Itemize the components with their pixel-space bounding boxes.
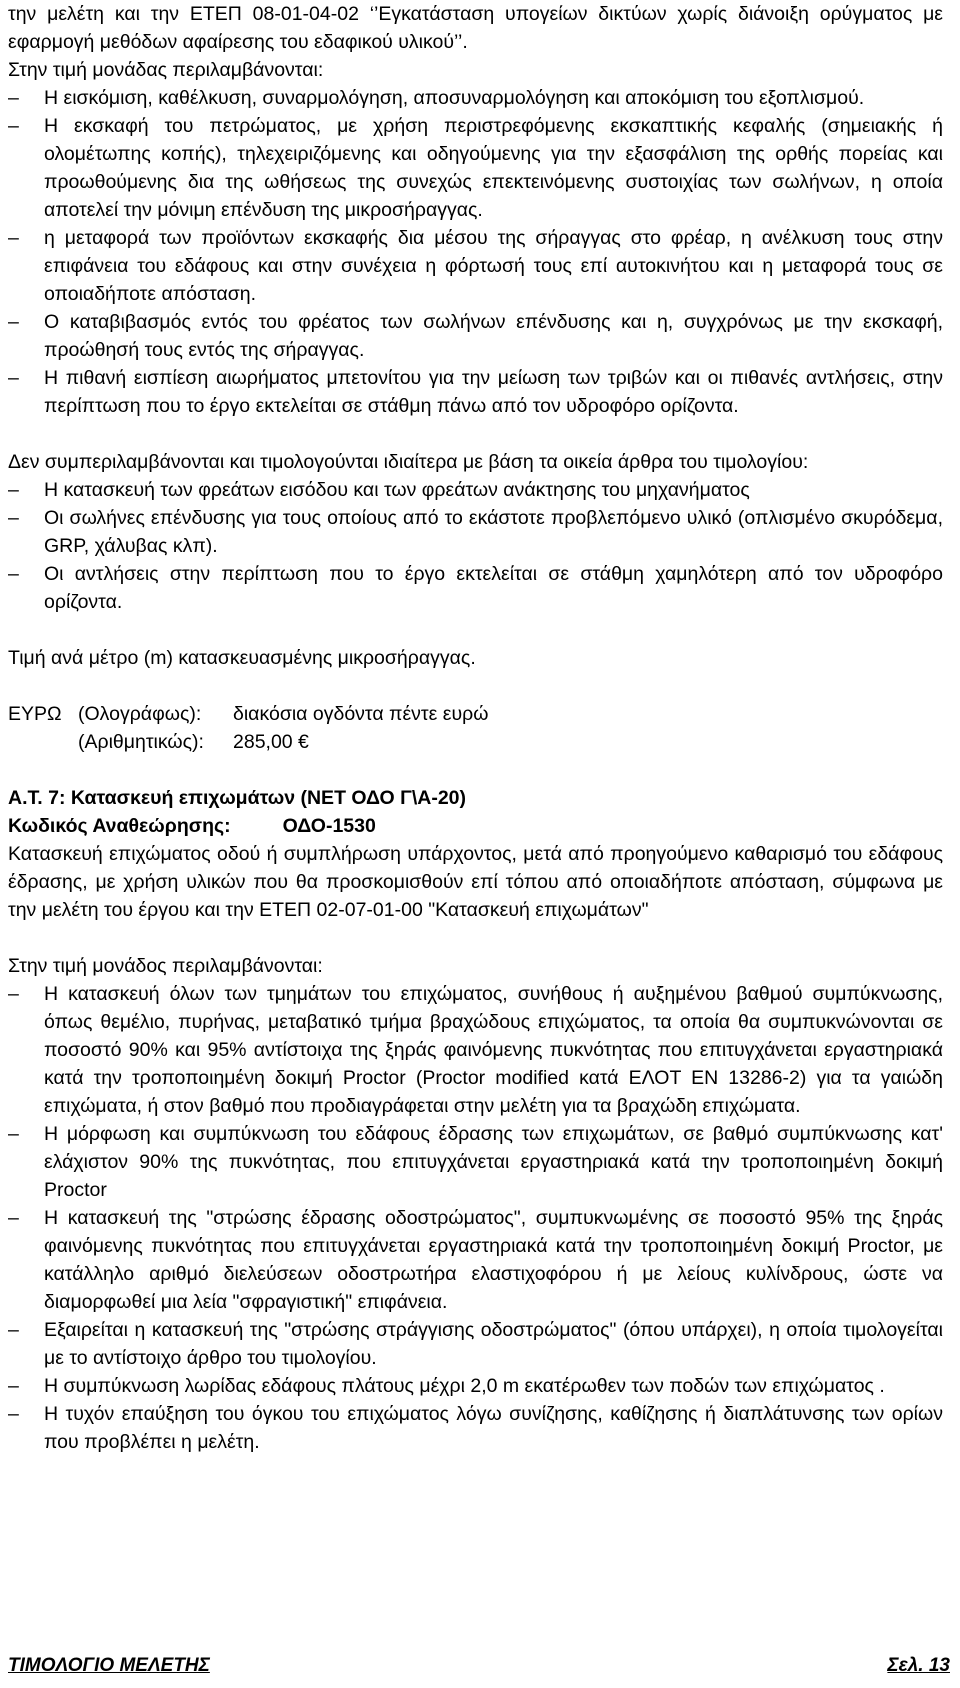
list-item [8,112,943,224]
list-item-text: Ο καταβιβασμός εντός του φρέατος των σωλήνων επένδυσης και η, συγχρόνως με την εκσκαφή, προώθησή τους εντός της σήραγγας. [44,311,943,361]
list-item [8,224,943,308]
dash-bullet-icon: – [8,227,19,249]
dash-bullet-icon: – [8,87,19,109]
page-footer [8,1650,950,1680]
footer-document-title: ΤΙΜΟΛΟΓΙΟ ΜΕΛΕΤΗΣ [8,1655,210,1676]
dash-bullet-icon: – [8,1207,19,1229]
list-item-text: η μεταφορά των προϊόντων εκσκαφής δια μέσου της σήραγγας στο φρέαρ, η ανέλκυση τους στην επιφάνεια του εδάφους και στην συνέχεια η φόρτωσή τους επί αυτοκινήτου και η μεταφορά τους σε οποιαδήποτε απόσταση. [44,227,943,305]
intro-line: την μελέτη και την ΕΤΕΠ 08-01-04-02 ‘’Εγκατάσταση υπογείων δικτύων χωρίς διάνοιξη ορύγματος με εφαρμογή μεθόδων αφαίρεσης του εδαφικού υλικού’’. [8,3,943,53]
list-item [8,1316,943,1372]
list-item-text: Η μόρφωση και συμπύκνωση του εδάφους έδρασης των επιχωμάτων, σε βαθμό συμπύκνωσης κατ' ελάχιστον 90% της πυκνότητας, που επιτυγχάνεται εργαστηριακά κατά την τροποποιημένη δοκιμή Proctor [44,1123,943,1201]
dash-bullet-icon: – [8,1319,19,1341]
price-number-value: 285,00 € [233,731,309,753]
revision-code-label: Κωδικός Αναθεώρησης: [8,815,231,837]
price-words-label: (Ολογράφως): [78,703,202,725]
list-item [8,476,943,504]
dash-bullet-icon: – [8,507,19,529]
list-item [8,980,943,1120]
section-description: Κατασκευή επιχώματος οδού ή συμπλήρωση υπάρχοντος, μετά από προηγούμενο καθαρισμό του εδάφους έδρασης, με χρήση υλικών που θα προσκομισθούν επί τόπου από οποιαδήποτε απόσταση, σύμφωνα με την μελέτη του έργου και την ΕΤΕΠ 02-07-01-00 "Κατασκευή επιχωμάτων" [8,843,943,921]
excluded-heading: Δεν συμπεριλαμβάνονται και τιμολογούνται ιδιαίτερα με βάση τα οικεία άρθρα του τιμολογίου: [8,451,809,473]
unit-price-line: Τιμή ανά μέτρο (m) κατασκευασμένης μικροσήραγγας. [8,647,476,669]
revision-code-line [8,812,943,840]
list-item-text: Η εκσκαφή του πετρώματος, με χρήση περιστρεφόμενης εκσκαπτικής κεφαλής (σημειακής ή ολομέτωπης κοπής), τηλεχειριζόμενης και οδηγούμενης για την εξασφάλιση της ορθής πορείας και προωθούμενης δια της ωθήσεως της συνεχώς επεκτεινόμενης συστοιχίας των σωλήνων, η οποία αποτελεί την μόνιμη επένδυση της μικροσήραγγας. [44,115,943,221]
list-item [8,364,943,420]
dash-bullet-icon: – [8,1123,19,1145]
revision-code-value: ΟΔΟ-1530 [282,815,376,837]
dash-bullet-icon: – [8,311,19,333]
list-item-text: Η κατασκευή όλων των τμημάτων του επιχώματος, συνήθους ή αυξημένου βαθμού συμπύκνωσης, όπως θεμέλιο, πυρήνας, μεταβατικό τμήμα βραχώδους επιχώματος, τα οποία θα συμπυκνώνονται σε ποσοστό 90% και 95% αντίστοιχα της ξηράς φαινόμενης πυκνότητας που επιτυγχάνεται εργαστηριακά κατά την τροποποιημένη δοκιμή Proctor (Proctor modified κατά ΕΛΟΤ ΕΝ 13286-2) για τα γαιώδη επιχώματα, ή στον βαθμό που προδιαγράφεται στην μελέτη για τα βραχώδη επιχώματα. [44,983,943,1117]
list-item-text: Η εισκόμιση, καθέλκυση, συναρμολόγηση, αποσυναρμολόγηση και αποκόμιση του εξοπλισμού. [44,87,865,109]
list-item [8,1120,943,1204]
list-item [8,560,943,616]
included-heading: Στην τιμή μονάδας περιλαμβάνονται: [8,59,324,81]
list-item-text: Η τυχόν επαύξηση του όγκου του επιχώματος λόγω συνίζησης, καθίζησης ή διαπλάτυνσης των ορίων που προβλέπει η μελέτη. [44,1403,943,1453]
footer-page-number: Σελ. 13 [887,1655,950,1676]
list-item-text: Εξαιρείται η κατασκευή της "στρώσης στράγγισης οδοστρώματος" (όπου υπάρχει), η οποία τιμολογείται με το αντίστοιχο άρθρο του τιμολογίου. [44,1319,943,1369]
document-body [8,0,943,1456]
dash-bullet-icon: – [8,563,19,585]
dash-bullet-icon: – [8,367,19,389]
section-title: Α.Τ. 7: Κατασκευή επιχωμάτων (ΝΕΤ ΟΔΟ Γ\Α-20) [8,787,467,809]
price-block [8,700,943,756]
list-item [8,308,943,364]
section-included-heading: Στην τιμή μονάδος περιλαμβάνονται: [8,955,323,977]
price-words-value: διακόσια ογδόντα πέντε ευρώ [233,703,489,725]
dash-bullet-icon: – [8,1403,19,1425]
list-item [8,1204,943,1316]
dash-bullet-icon: – [8,1375,19,1397]
dash-bullet-icon: – [8,983,19,1005]
dash-bullet-icon: – [8,115,19,137]
list-item-text: Οι σωλήνες επένδυσης για τους οποίους από το εκάστοτε προβλεπόμενο υλικό (οπλισμένο σκυρόδεμα, GRP, χάλυβας κλπ). [44,507,943,557]
list-item-text: Η κατασκευή της "στρώσης έδρασης οδοστρώματος", συμπυκνωμένης σε ποσοστό 95% της ξηράς φαινόμενης πυκνότητας που επιτυγχάνεται εργαστηριακά κατά την τροποποιημένη δοκιμή Proctor, με κατάλληλο αριθμό διελεύσεων οδοστρωτήρα ελαστιχοφόρου ή με λείους κυλίνδρους, ώστε να διαμορφωθεί μια λεία "σφραγιστική" επιφάνεια. [44,1207,943,1313]
price-currency: ΕΥΡΩ [8,703,62,725]
list-item [8,504,943,560]
list-item-text: Η πιθανή εισπίεση αιωρήματος μπετονίτου για την μείωση των τριβών και οι πιθανές αντλήσεις, στην περίπτωση που το έργο εκτελείται σε στάθμη πάνω από τον υδροφόρο ορίζοντα. [44,367,943,417]
price-number-label: (Αριθμητικώς): [78,731,204,753]
list-item [8,1400,943,1456]
list-item-text: Οι αντλήσεις στην περίπτωση που το έργο εκτελείται σε στάθμη χαμηλότερη από τον υδροφόρο ορίζοντα. [44,563,943,613]
dash-bullet-icon: – [8,479,19,501]
list-item [8,84,943,112]
list-item-text: Η συμπύκνωση λωρίδας εδάφους πλάτους μέχρι 2,0 m εκατέρωθεν των ποδών των επιχώματος . [44,1375,885,1397]
list-item-text: Η κατασκευή των φρεάτων εισόδου και των φρεάτων ανάκτησης του μηχανήματος [44,479,750,501]
list-item [8,1372,943,1400]
